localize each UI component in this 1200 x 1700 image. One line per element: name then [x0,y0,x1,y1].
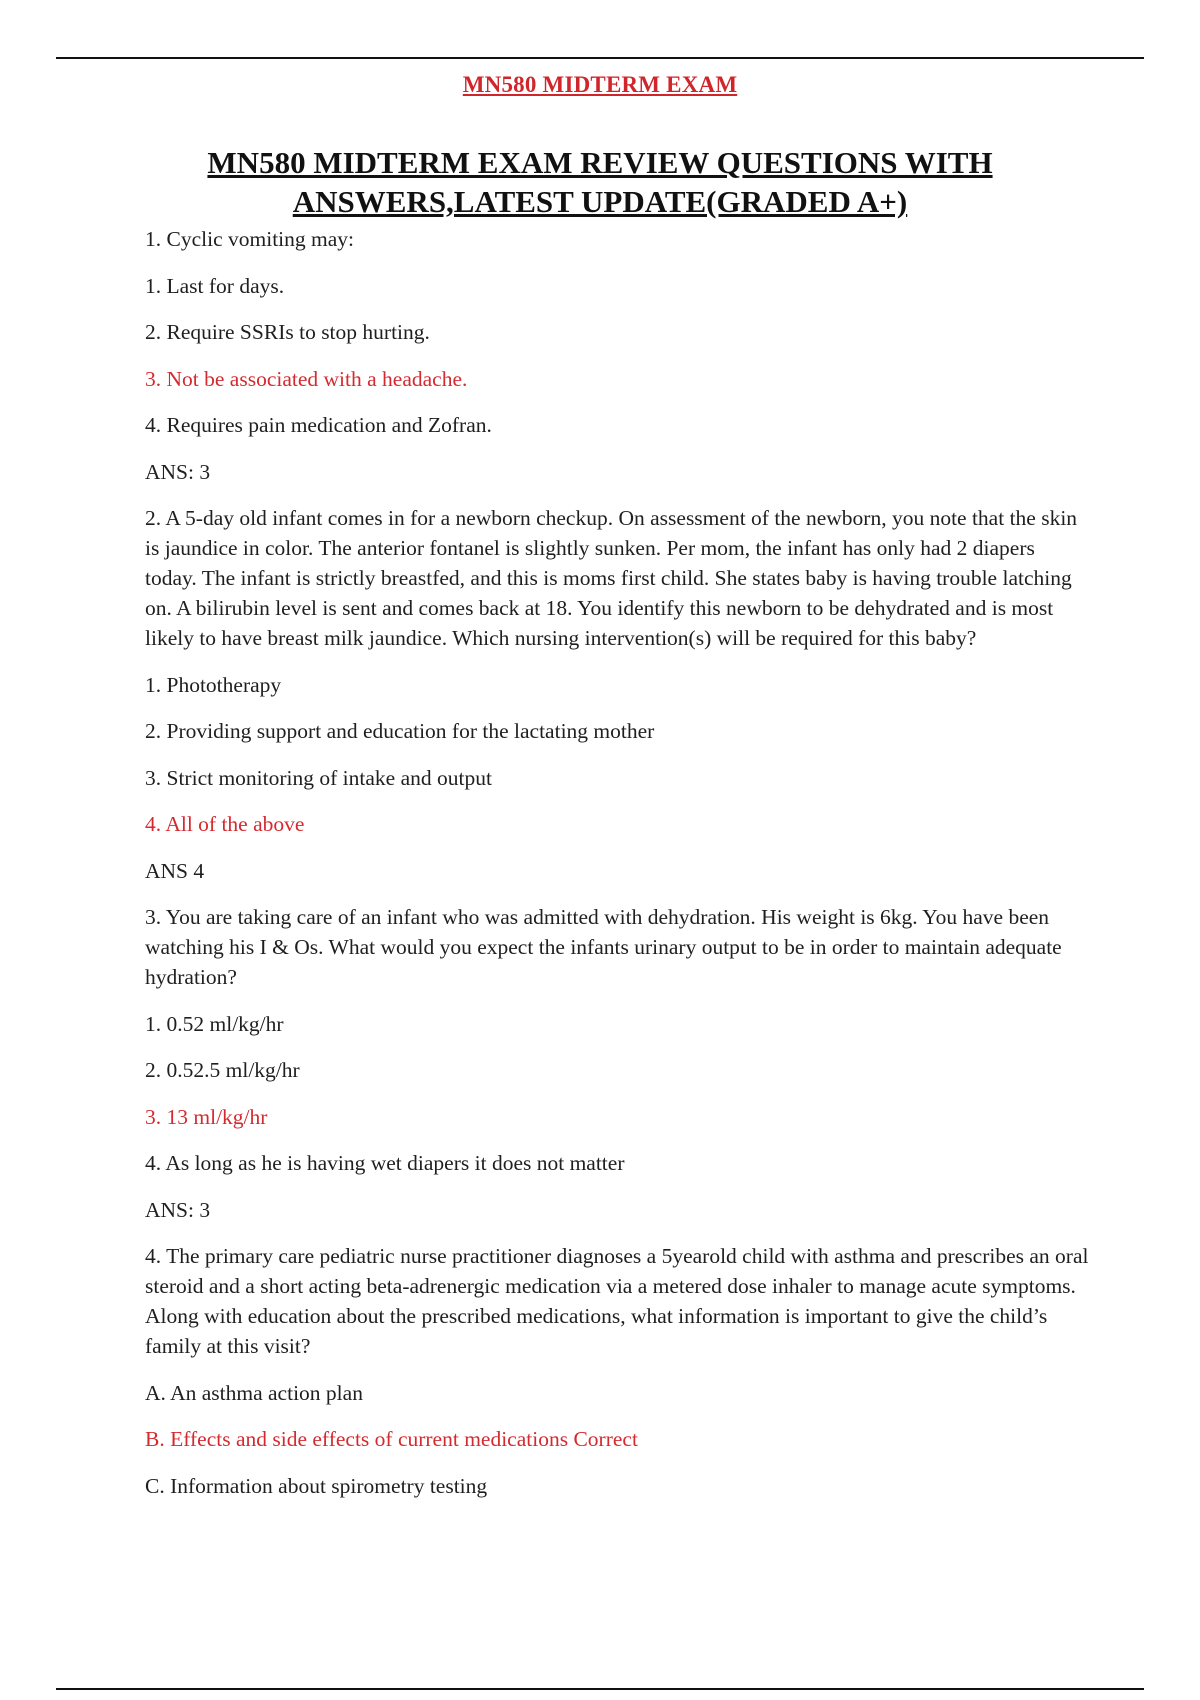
question-stem: 1. Cyclic vomiting may: [145,227,355,251]
question-list [145,224,1090,1517]
option: 4. Requires pain medication and Zofran. [145,413,492,437]
correct-option: B. Effects and side effects of current medications Correct [145,1427,638,1451]
question-stem: 4. The primary care pediatric nurse practitioner diagnoses a 5yearold child with asthma and prescribes an oral steroid and a short acting beta-adrenergic medication via a metered dose inhaler to manage acute symptoms. Along with education about the prescribed medications, what information is important to give the child’s family at this visit? [145,1244,1089,1358]
option: 3. Strict monitoring of intake and output [145,765,492,790]
question-1 [145,224,1090,487]
answer-key: ANS 4 [145,858,205,883]
question-stem: 2. A 5-day old infant comes in for a newborn checkup. On assessment of the newborn, you note that the skin is jaundice in color. The anterior fontanel is slightly sunken. Per mom, the infant has only had 2 diapers today. The infant is strictly breastfed, and this is moms first child. She states baby is having trouble latching on. A bilirubin level is sent and comes back at 18. You identify this newborn to be dehydrated and is most likely to have breast milk jaundice. Which nursing intervention(s) will be required for this baby? [145,506,1078,650]
option: 2. Providing support and education for the lactating mother [145,719,655,743]
question-4 [145,1241,1090,1501]
correct-option: 4. All of the above [145,812,305,836]
option: 2. Require SSRIs to stop hurting. [145,320,430,344]
running-header: MN580 MIDTERM EXAM [462,72,738,97]
top-rule [56,57,1144,59]
answer-key: ANS: 3 [145,459,211,484]
bottom-rule [56,1688,1144,1690]
option: 1. 0.52 ml/kg/hr [145,1011,284,1036]
question-stem: 3. You are taking care of an infant who was admitted with dehydration. His weight is 6kg. You have been watching his I & Os. What would you expect the infants urinary output to be in order to maintain adequate hydration? [145,905,1062,989]
option: C. Information about spirometry testing [145,1473,488,1498]
option: A. An asthma action plan [145,1380,363,1405]
correct-option: 3. Not be associated with a headache. [145,366,468,391]
document-title-line-1: MN580 MIDTERM EXAM REVIEW QUESTIONS WITH [207,145,993,180]
question-3 [145,902,1090,1225]
question-2 [145,503,1090,886]
option: 1. Phototherapy [145,672,282,697]
option: 4. As long as he is having wet diapers it does not matter [145,1151,625,1175]
option: 1. Last for days. [145,273,285,298]
answer-key: ANS: 3 [145,1197,211,1222]
correct-option: 3. 13 ml/kg/hr [145,1104,268,1129]
option: 2. 0.52.5 ml/kg/hr [145,1058,300,1082]
document-title [110,143,1090,221]
document-title-line-2: ANSWERS,LATEST UPDATE(GRADED A+) [292,184,908,219]
